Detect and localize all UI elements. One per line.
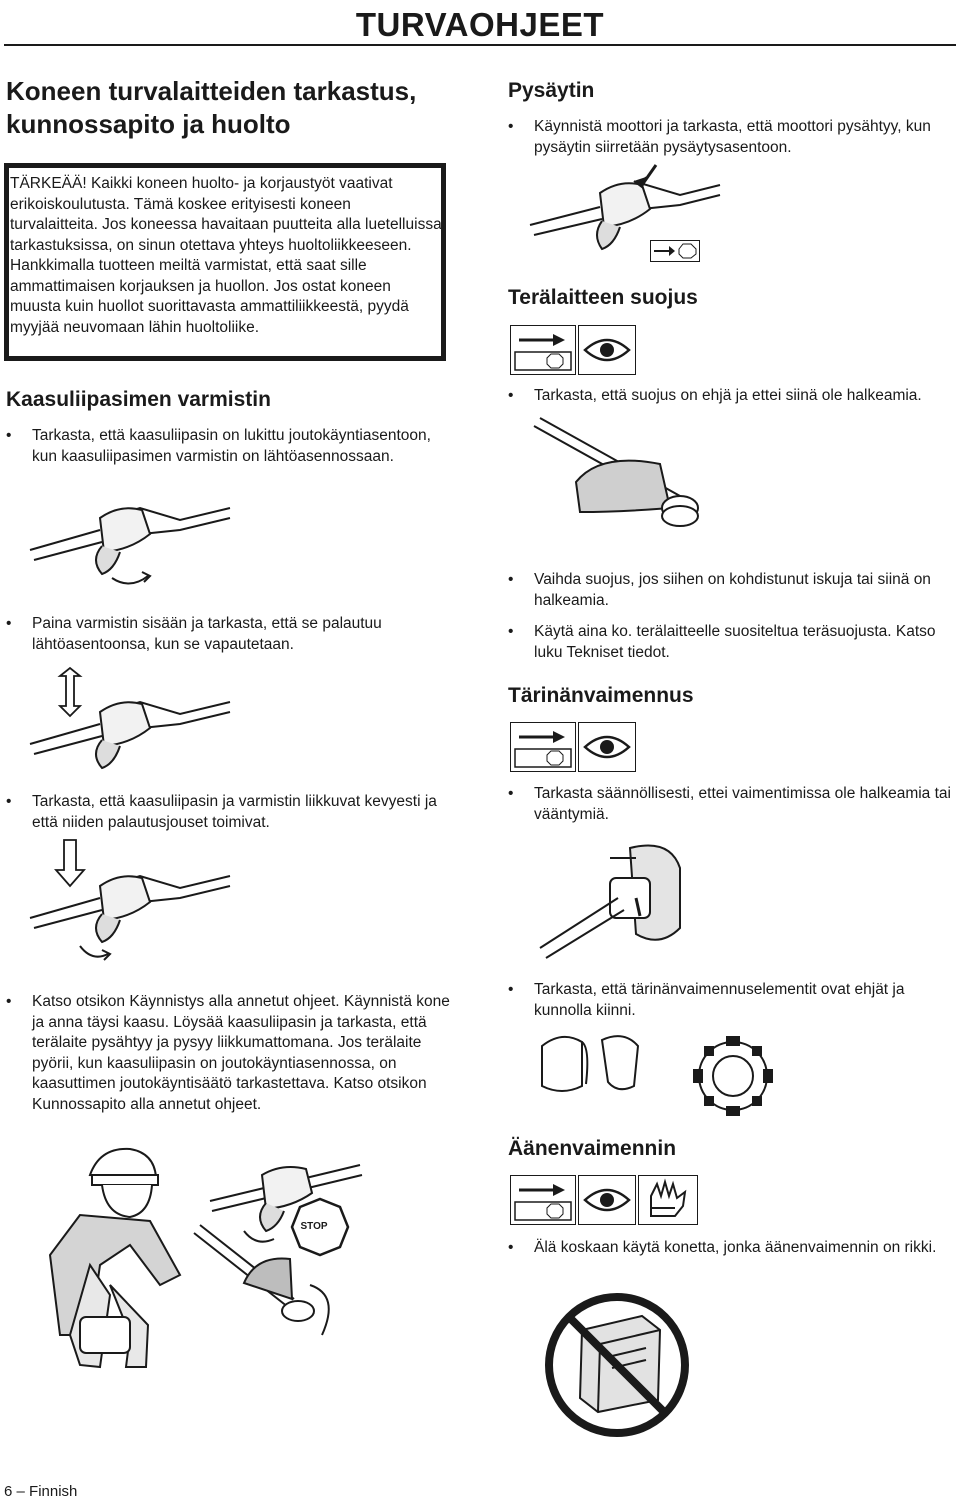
bullet-dot: • bbox=[508, 571, 514, 588]
bullet-dot: • bbox=[508, 118, 514, 135]
section-title-stop-switch: Pysäytin bbox=[508, 79, 595, 102]
inspect-pictogram-vibration bbox=[578, 722, 636, 772]
throttle-handle-illustration-2 bbox=[30, 666, 230, 776]
bullet-text: Katso otsikon Käynnistys alla annetut ohjeet. Käynnistä kone ja anna täysi kaasu. Löysää kaasuliipasin ja tarkasta, että terälaite pysähtyy ja pysyy liikkumattomana. Jos terälaite pyörii, kun kaasuliipasin on joutokäyntiasennossa, on kaasuttimen joutokäyntisäätö tarkastettava. Katso otsikon Kunnossapito alla annetut ohjeet. bbox=[32, 993, 450, 1113]
bullet-dot: • bbox=[6, 793, 12, 810]
throttle-handle-illustration-1 bbox=[30, 490, 230, 600]
action-pictogram-guard bbox=[510, 325, 576, 375]
eye-icon bbox=[579, 326, 635, 374]
bullet-dot: • bbox=[508, 785, 514, 802]
eye-icon bbox=[579, 723, 635, 771]
glove-pictogram-muffler bbox=[638, 1175, 698, 1225]
bullet-dot: • bbox=[508, 981, 514, 998]
bullet-dot: • bbox=[508, 387, 514, 404]
header-rule bbox=[4, 44, 956, 46]
bullet-dot: • bbox=[508, 1239, 514, 1256]
section-title-muffler: Äänenvaimennin bbox=[508, 1137, 677, 1160]
bullet-text: Tarkasta säännöllisesti, ettei vaimentimissa ole halkeamia tai vääntymiä. bbox=[534, 785, 951, 823]
bullet-text: Tarkasta, että tärinänvaimennuselementit ovat ehjät ja kunnolla kiinni. bbox=[534, 981, 905, 1019]
arrow-stop-icon bbox=[511, 723, 575, 771]
footer-language: Finnish bbox=[29, 1483, 78, 1500]
inspect-pictogram-muffler bbox=[578, 1175, 636, 1225]
page-number: 6 bbox=[4, 1483, 13, 1500]
bullet-text: Vaihda suojus, jos siihen on kohdistunut iskuja tai siinä on halkeamia. bbox=[534, 571, 931, 609]
bullet-text: Tarkasta, että kaasuliipasin ja varmistin liikkuvat kevyesti ja että niiden palautusjouset toimivat. bbox=[32, 793, 437, 831]
bullet-text: Älä koskaan käytä konetta, jonka äänenvaimennin on rikki. bbox=[534, 1239, 937, 1256]
damper-parts-illustration bbox=[538, 1026, 778, 1121]
bullet-text: Tarkasta, että kaasuliipasin on lukittu joutokäyntiasentoon, kun kaasuliipasimen varmistin on lähtöasennossaan. bbox=[32, 427, 431, 465]
vibration-damper-illustration bbox=[540, 838, 690, 968]
bullet-text: Tarkasta, että suojus on ehjä ja ettei siinä ole halkeamia. bbox=[534, 387, 922, 404]
action-pictogram-vibration bbox=[510, 722, 576, 772]
section-title-throttle-lockout: Kaasuliipasimen varmistin bbox=[6, 388, 271, 411]
operator-with-trimmer-illustration bbox=[30, 1135, 450, 1380]
arrow-right-icon bbox=[651, 241, 699, 261]
no-broken-muffler-illustration bbox=[542, 1290, 692, 1440]
throttle-handle-illustration-3 bbox=[30, 840, 230, 970]
bullet-dot: • bbox=[6, 993, 12, 1010]
blade-guard-illustration bbox=[520, 412, 720, 537]
bullet-dot: • bbox=[508, 623, 514, 640]
footer-dash: – bbox=[16, 1483, 25, 1500]
section-title-vibration-damping: Tärinänvaimennus bbox=[508, 684, 694, 707]
eye-icon bbox=[579, 1176, 635, 1224]
stop-switch-arrow-box bbox=[650, 240, 700, 262]
page-header-title: TURVAOHJEET bbox=[355, 6, 604, 43]
warning-text: TÄRKEÄÄ! Kaikki koneen huolto- ja korjaustyöt vaativat erikoiskoulutusta. Tämä koskee erityisesti koneen turvalaitteita. Jos koneessa havaitaan puutteita alla luetelluissa tarkastuksissa, on sinun otettava yhteys huoltoliikkeeseen. Hankkimalla tuotteen meiltä varmistat, että saat sille ammattimaisen korjauksen ja huollon. Jos ostat koneen muusta kuin huollot suorittavasta ammattiliikkeestä, pyydä myyjää neuvomaan lähin huoltoliike. bbox=[10, 175, 442, 336]
section-title-blade-guard: Terälaitteen suojus bbox=[508, 286, 698, 309]
bullet-text: Käytä aina ko. terälaitteelle suositeltua teräsuojusta. Katso luku Tekniset tiedot. bbox=[534, 623, 936, 661]
arrow-stop-icon bbox=[511, 326, 575, 374]
bullet-dot: • bbox=[6, 427, 12, 444]
stop-sign-label: STOP bbox=[300, 1221, 328, 1232]
bullet-dot: • bbox=[6, 615, 12, 632]
bullet-text: Paina varmistin sisään ja tarkasta, että se palautuu lähtöasentoonsa, kun se vapautetaan. bbox=[32, 615, 382, 653]
bullet-text: Käynnistä moottori ja tarkasta, että moottori pysähtyy, kun pysäytin siirretään pysäytysasentoon. bbox=[534, 118, 931, 156]
page-footer bbox=[4, 1483, 77, 1500]
arrow-stop-icon bbox=[511, 1176, 575, 1224]
inspect-pictogram-guard bbox=[578, 325, 636, 375]
protective-glove-icon bbox=[639, 1176, 697, 1224]
section-title-safety-equipment: Koneen turvalaitteiden tarkastus, kunnossapito ja huolto bbox=[6, 76, 417, 139]
action-pictogram-muffler bbox=[510, 1175, 576, 1225]
